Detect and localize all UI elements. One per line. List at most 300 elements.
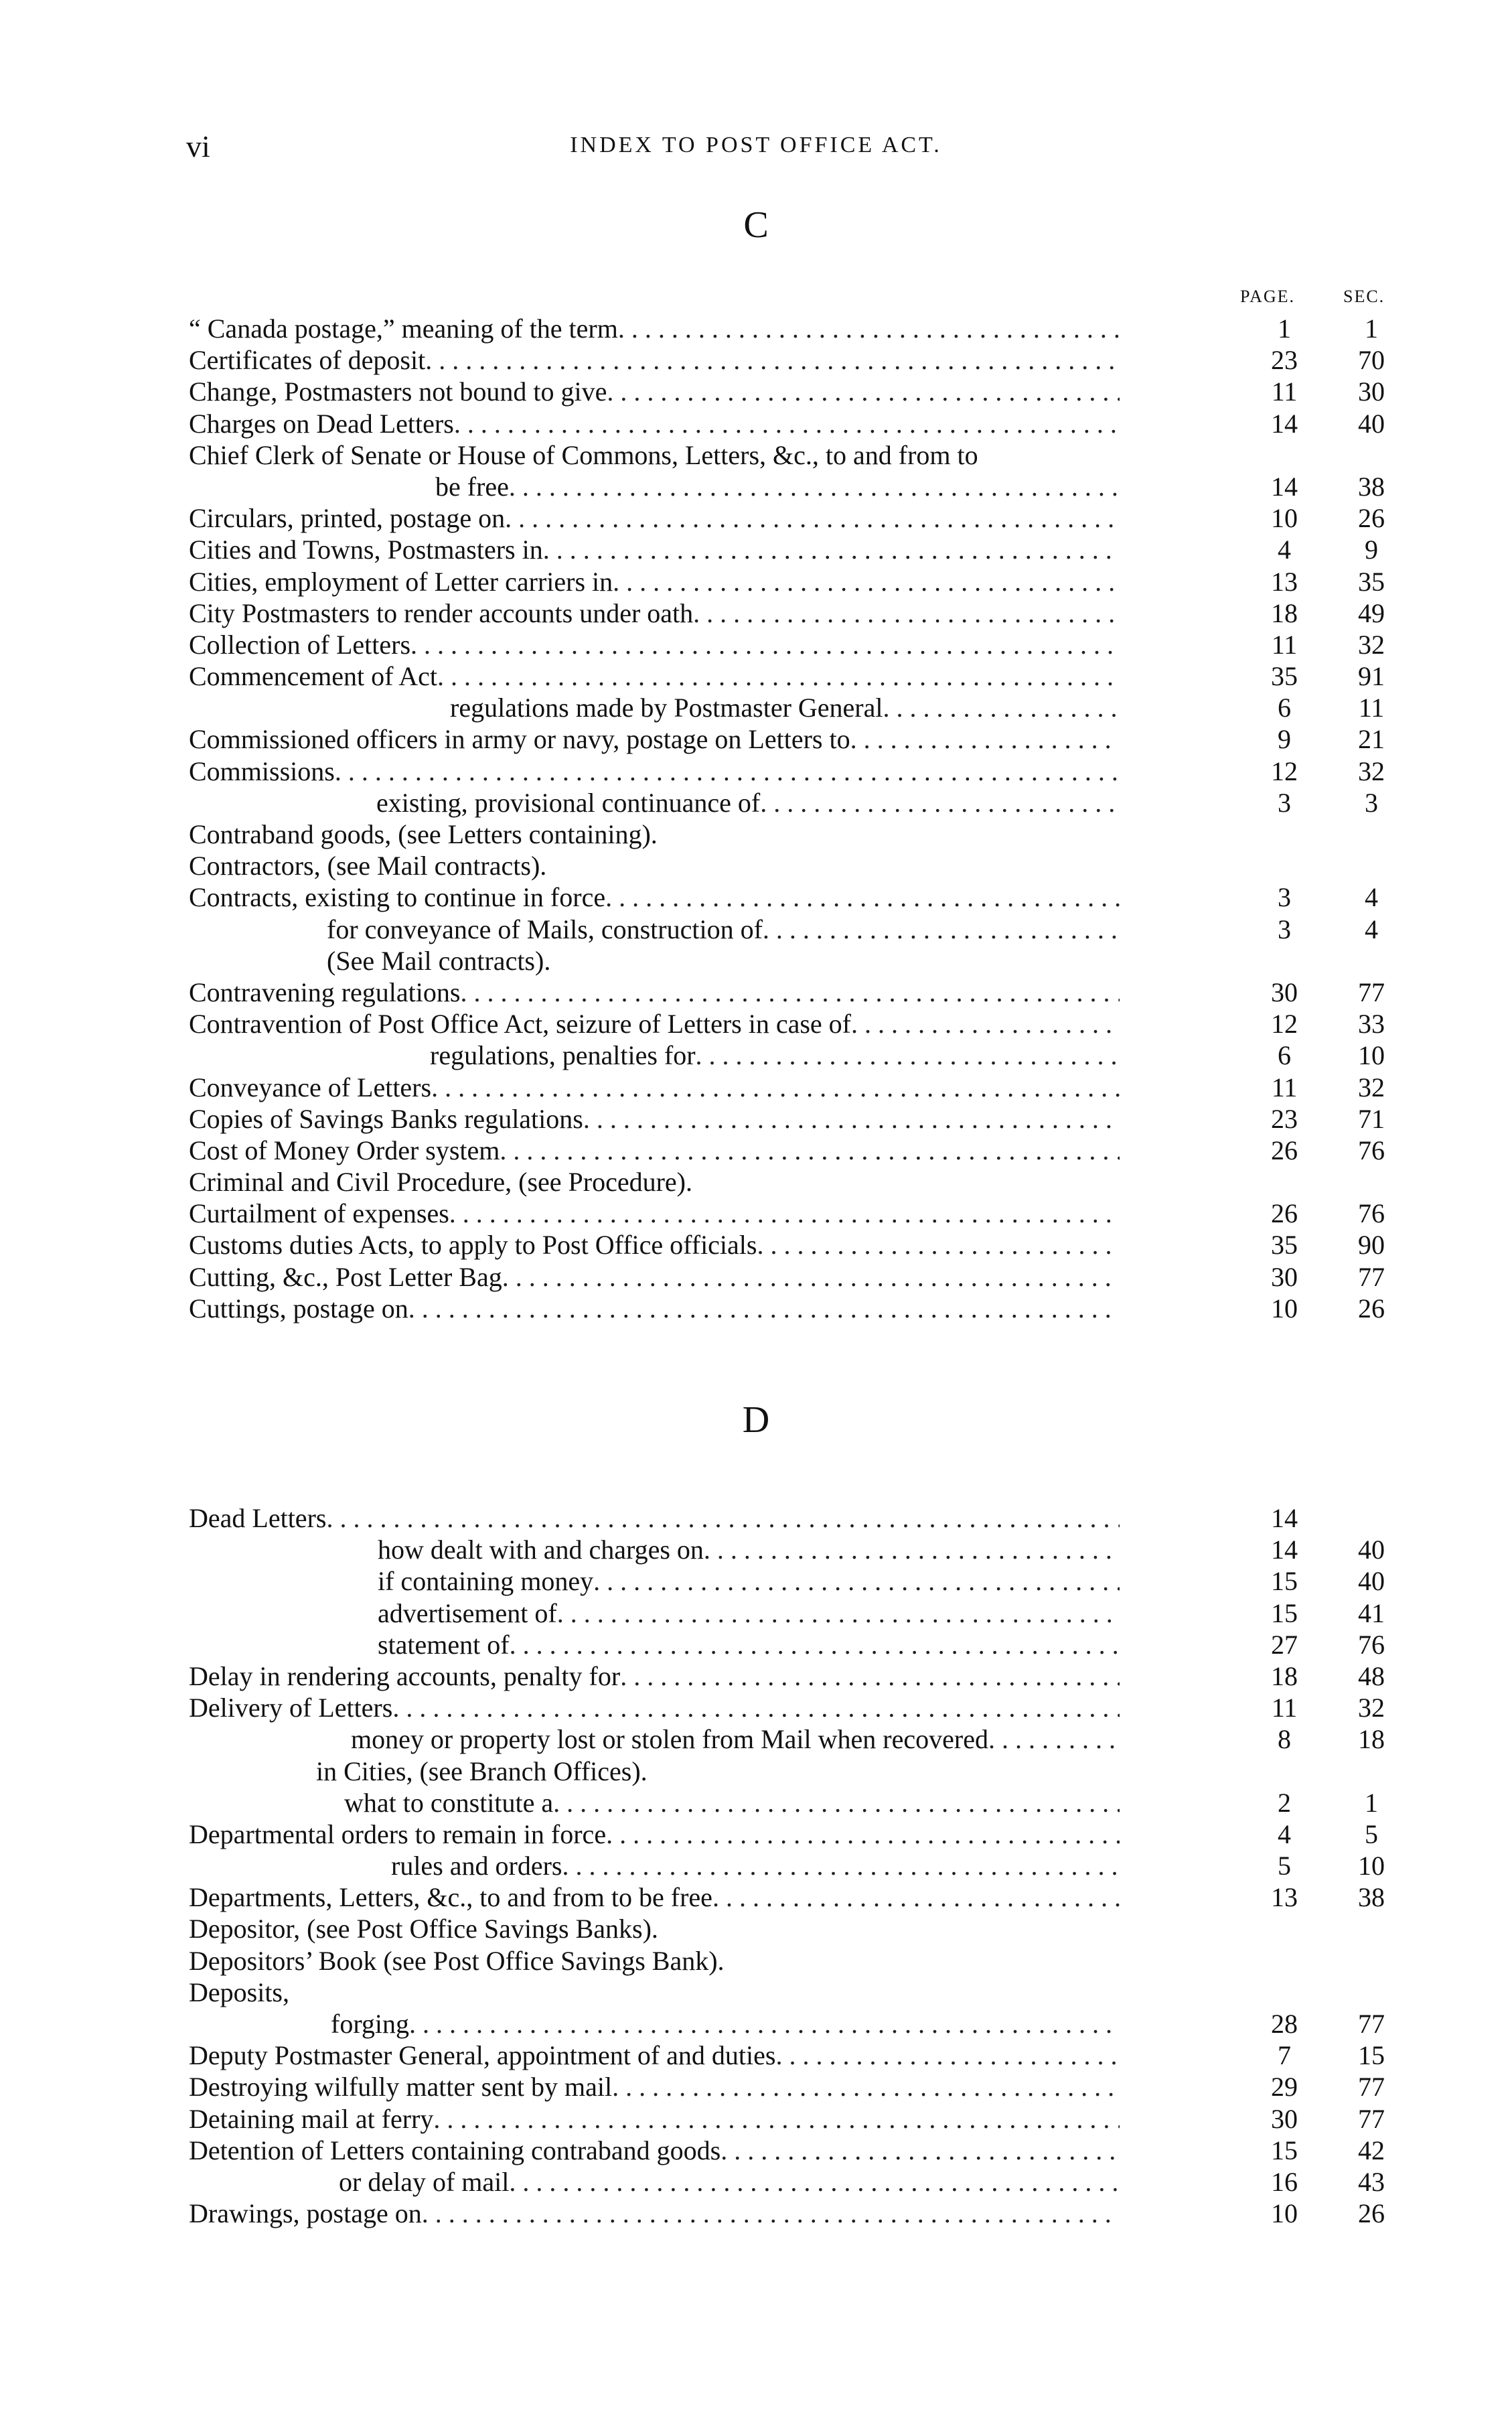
dot-leader [613, 566, 1120, 597]
entry-section: 26 [1358, 2198, 1385, 2229]
entry-label: Delay in rendering accounts, penalty for [189, 1660, 621, 1691]
entry-page: 26 [1271, 1198, 1298, 1229]
entry-label: for conveyance of Mails, construction of [327, 914, 763, 944]
entry-text-wrap [327, 914, 1120, 945]
entry-label: Cuttings, postage on [189, 1293, 408, 1324]
entry-text-wrap [189, 1072, 1120, 1103]
dot-leader [620, 1660, 1120, 1692]
entry-label: “ Canada postage,” meaning of the term [189, 313, 618, 344]
entry-text-wrap [189, 1945, 1120, 1977]
entry-page: 12 [1271, 756, 1298, 786]
entry-page: 23 [1271, 345, 1298, 376]
entry-section: 21 [1358, 724, 1385, 755]
entry-text-wrap [450, 692, 1120, 723]
entry-page: 4 [1278, 1819, 1291, 1849]
entry-section: 4 [1365, 914, 1378, 944]
entry-text-wrap [189, 629, 1120, 660]
entry-text-wrap [327, 945, 1120, 977]
section-letter: D [742, 1399, 770, 1441]
entry-text-wrap [189, 1008, 1120, 1040]
entry-section: 76 [1358, 1135, 1385, 1165]
dot-leader [500, 1135, 1120, 1166]
entry-text-wrap [189, 313, 1120, 344]
dot-leader [410, 629, 1120, 660]
entry-page: 23 [1271, 1103, 1298, 1134]
index-entry [189, 2135, 1408, 2166]
entry-label: Contraband goods, (see Letters containing). [189, 819, 658, 849]
dot-leader [437, 660, 1120, 692]
entry-text-wrap [189, 660, 1120, 692]
entry-section: 10 [1358, 1040, 1385, 1071]
entry-text-wrap [189, 1198, 1120, 1229]
entry-page: 3 [1278, 787, 1291, 818]
entry-section: 26 [1358, 503, 1385, 534]
dot-leader [757, 1229, 1120, 1261]
index-entry [189, 2166, 1408, 2198]
index-entry [189, 1723, 1408, 1755]
entry-label: regulations, penalties for [430, 1040, 696, 1071]
dot-leader [557, 1597, 1120, 1629]
index-entry [189, 344, 1408, 376]
index-entry [189, 850, 1408, 881]
entry-text-wrap [189, 1103, 1120, 1135]
dot-leader [509, 471, 1120, 502]
entry-text-wrap [189, 1261, 1120, 1293]
entry-text-wrap [189, 1166, 1120, 1198]
entry-section: 71 [1358, 1103, 1385, 1134]
section-d-entries [189, 1502, 1408, 2229]
entry-page: 14 [1271, 471, 1298, 502]
dot-leader [883, 692, 1120, 723]
index-entry [189, 1198, 1408, 1229]
entry-text-wrap [189, 439, 1120, 471]
entry-label: Collection of Letters [189, 629, 411, 660]
index-entry [189, 1040, 1408, 1071]
entry-text-wrap [189, 756, 1120, 787]
dot-leader [392, 1692, 1120, 1723]
entry-label: Customs duties Acts, to apply to Post Office officials [189, 1230, 757, 1261]
entry-page: 10 [1271, 1293, 1298, 1324]
entry-section: 32 [1358, 629, 1385, 660]
entry-page: 15 [1271, 1566, 1298, 1597]
dot-leader [408, 1293, 1120, 1324]
index-entry [189, 1229, 1408, 1261]
index-entry [189, 313, 1408, 344]
dot-leader [326, 1502, 1120, 1534]
entry-section: 18 [1358, 1724, 1385, 1755]
entry-page: 27 [1271, 1629, 1298, 1660]
entry-section: 90 [1358, 1230, 1385, 1261]
entry-label: Contractors, (see Mail contracts). [189, 851, 547, 881]
entry-text-wrap [189, 2103, 1120, 2135]
entry-section: 15 [1358, 2040, 1385, 2071]
entry-label: Departments, Letters, &c., to and from to be free [189, 1882, 712, 1913]
entry-text-wrap [189, 502, 1120, 534]
index-entry [189, 1913, 1408, 1944]
entry-label: or delay of mail [339, 2166, 510, 2197]
index-entry [189, 534, 1408, 565]
entry-page: 11 [1271, 376, 1298, 407]
entry-section: 42 [1358, 2135, 1385, 2165]
entry-section: 77 [1358, 2072, 1385, 2102]
index-entry [189, 1166, 1408, 1198]
entry-page: 26 [1271, 1135, 1298, 1165]
entry-label: Copies of Savings Banks regulations [189, 1103, 583, 1134]
index-entry [189, 1534, 1408, 1565]
entry-text-wrap [391, 1850, 1120, 1881]
entry-text-wrap [344, 1787, 1120, 1819]
entry-text-wrap [189, 723, 1120, 755]
entry-page: 35 [1271, 661, 1298, 692]
entry-text-wrap [189, 1502, 1120, 1534]
entry-section: 77 [1358, 977, 1385, 1007]
index-entry [189, 629, 1408, 660]
entry-page: 18 [1271, 597, 1298, 628]
dot-leader [606, 1819, 1120, 1850]
entry-section: 70 [1358, 345, 1385, 376]
entry-page: 6 [1278, 693, 1291, 723]
entry-page: 18 [1271, 1660, 1298, 1691]
entry-label: how dealt with and charges on [378, 1535, 704, 1565]
entry-page: 12 [1271, 1009, 1298, 1040]
entry-section: 3 [1365, 787, 1378, 818]
index-entry [189, 692, 1408, 723]
entry-text-wrap [378, 1534, 1120, 1565]
entry-text-wrap [189, 1293, 1120, 1324]
index-entry [189, 977, 1408, 1008]
index-entry [189, 1692, 1408, 1723]
index-entry [189, 597, 1408, 629]
entry-label: Circulars, printed, postage on [189, 503, 506, 534]
entry-section: 76 [1358, 1629, 1385, 1660]
entry-page: 2 [1278, 1787, 1291, 1818]
index-entry [189, 1597, 1408, 1629]
entry-label: Contravention of Post Office Act, seizure of Letters in case of [189, 1009, 851, 1040]
page-folio: vi [186, 129, 210, 163]
entry-text-wrap [189, 408, 1120, 439]
dot-leader [612, 2071, 1120, 2102]
dot-leader [509, 2166, 1120, 2198]
entry-text-wrap [189, 881, 1120, 913]
index-entry [189, 660, 1408, 692]
entry-label: Conveyance of Letters [189, 1072, 432, 1102]
entry-text-wrap [435, 471, 1120, 502]
entry-section: 40 [1358, 1535, 1385, 1565]
index-entry [189, 756, 1408, 787]
index-entry [189, 2008, 1408, 2040]
entry-text-wrap [189, 2071, 1120, 2102]
entry-page: 3 [1278, 914, 1291, 944]
entry-label: rules and orders [391, 1851, 562, 1881]
entry-label: regulations made by Postmaster General [450, 693, 883, 723]
index-entry [189, 1787, 1408, 1819]
entry-label: Certificates of deposit [189, 345, 426, 376]
section-letter: C [743, 204, 769, 246]
index-entry [189, 881, 1408, 913]
entry-page: 10 [1271, 2198, 1298, 2229]
dot-leader [510, 1629, 1120, 1660]
entry-section: 33 [1358, 1009, 1385, 1040]
entry-section: 40 [1358, 1566, 1385, 1597]
entry-label: City Postmasters to render accounts under oath [189, 597, 694, 628]
entry-label: if containing money [378, 1566, 594, 1597]
entry-page: 14 [1271, 408, 1298, 439]
index-entry [189, 1135, 1408, 1166]
entry-label: be free [435, 471, 509, 502]
index-entry [189, 376, 1408, 407]
entry-text-wrap [189, 2040, 1120, 2071]
entry-label: statement of [378, 1629, 510, 1660]
index-entry [189, 1565, 1408, 1597]
dot-leader [425, 344, 1120, 376]
dot-leader [502, 1261, 1120, 1293]
entry-label: Detaining mail at ferry [189, 2103, 434, 2134]
index-entry [189, 408, 1408, 439]
entry-text-wrap [189, 2198, 1120, 2229]
entry-page: 9 [1278, 724, 1291, 755]
index-entry [189, 1756, 1408, 1787]
entry-page: 28 [1271, 2009, 1298, 2039]
dot-leader [693, 597, 1120, 629]
index-entry [189, 1261, 1408, 1293]
entry-text-wrap [189, 850, 1120, 881]
entry-page: 11 [1271, 1072, 1298, 1102]
entry-section: 91 [1358, 661, 1385, 692]
index-entry [189, 723, 1408, 755]
entry-page: 29 [1271, 2072, 1298, 2102]
entry-label: money or property lost or stolen from Mail when recovered [351, 1724, 988, 1755]
entry-section: 32 [1358, 1693, 1385, 1723]
entry-label: Drawings, postage on [189, 2198, 422, 2229]
index-entry [189, 1293, 1408, 1324]
entry-page: 35 [1271, 1230, 1298, 1261]
dot-leader [460, 977, 1120, 1008]
entry-text-wrap [189, 534, 1120, 565]
index-entry [189, 2071, 1408, 2102]
page-title: INDEX TO POST OFFICE ACT. [570, 133, 942, 157]
entry-label: Criminal and Civil Procedure, (see Procedure). [189, 1167, 692, 1198]
entry-label: Change, Postmasters not bound to give [189, 376, 607, 407]
entry-page: 30 [1271, 977, 1298, 1007]
dot-leader [431, 1072, 1120, 1103]
entry-text-wrap [331, 2008, 1120, 2040]
index-entry [189, 1881, 1408, 1913]
entry-label: Curtailment of expenses [189, 1198, 449, 1229]
entry-page: 13 [1271, 1882, 1298, 1913]
entry-label: Cities, employment of Letter carriers in [189, 566, 613, 597]
entry-label: Delivery of Letters [189, 1693, 393, 1723]
entry-text-wrap [189, 1977, 1120, 2008]
entry-label: existing, provisional continuance of [376, 787, 761, 818]
entry-label: forging [331, 2009, 410, 2039]
entry-text-wrap [189, 1881, 1120, 1913]
dot-leader [505, 502, 1120, 534]
index-entry [189, 2103, 1408, 2135]
index-entry [189, 1850, 1408, 1881]
entry-section: 38 [1358, 1882, 1385, 1913]
dot-leader [422, 2198, 1120, 2229]
index-entry [189, 502, 1408, 534]
entry-page: 7 [1278, 2040, 1291, 2071]
index-entry [189, 1502, 1408, 1534]
index-entry [189, 566, 1408, 597]
entry-text-wrap [378, 1629, 1120, 1660]
index-entry [189, 1977, 1408, 2008]
entry-text-wrap [189, 1135, 1120, 1166]
dot-leader [696, 1040, 1120, 1071]
entry-text-wrap [189, 2135, 1120, 2166]
index-entry [189, 945, 1408, 977]
dot-leader [721, 2135, 1120, 2166]
entry-text-wrap [430, 1040, 1120, 1071]
entry-section: 32 [1358, 1072, 1385, 1102]
dot-leader [409, 2008, 1120, 2040]
index-entry [189, 914, 1408, 945]
index-entry [189, 787, 1408, 818]
dot-leader [449, 1198, 1120, 1229]
entry-text-wrap [189, 566, 1120, 597]
entry-section: 76 [1358, 1198, 1385, 1229]
dot-leader [605, 881, 1120, 913]
dot-leader [775, 2040, 1120, 2071]
entry-section: 77 [1358, 2103, 1385, 2134]
entry-page: 3 [1278, 882, 1291, 913]
entry-page: 5 [1278, 1851, 1291, 1881]
entry-label: Cutting, &c., Post Letter Bag [189, 1261, 502, 1292]
entry-section: 1 [1365, 1787, 1378, 1818]
entry-label: Cities and Towns, Postmasters in [189, 534, 543, 565]
entry-text-wrap [189, 977, 1120, 1008]
entry-page: 14 [1271, 1503, 1298, 1533]
entry-page: 11 [1271, 1693, 1298, 1723]
entry-page: 15 [1271, 1597, 1298, 1628]
dot-leader [543, 534, 1120, 565]
entry-label: Contravening regulations [189, 977, 461, 1007]
entry-label: Detention of Letters containing contraband goods [189, 2135, 721, 2165]
entry-section: 40 [1358, 408, 1385, 439]
dot-leader [988, 1723, 1120, 1755]
dot-leader [618, 313, 1120, 344]
entry-text-wrap [189, 344, 1120, 376]
dot-leader [335, 756, 1120, 787]
index-entry [189, 1103, 1408, 1135]
entry-label: Chief Clerk of Senate or House of Commons, Letters, &c., to and from to [189, 439, 978, 470]
entry-section: 49 [1358, 597, 1385, 628]
dot-leader [607, 376, 1120, 407]
entry-label: Deposits, [189, 1977, 289, 2007]
section-c-entries [189, 313, 1408, 1324]
entry-section: 30 [1358, 376, 1385, 407]
entry-text-wrap [189, 1913, 1120, 1944]
entry-text-wrap [189, 1692, 1120, 1723]
entry-section: 77 [1358, 1261, 1385, 1292]
entry-text-wrap [351, 1723, 1120, 1755]
entry-section: 38 [1358, 471, 1385, 502]
entry-page: 14 [1271, 1535, 1298, 1565]
entry-section: 48 [1358, 1660, 1385, 1691]
entry-section: 35 [1358, 566, 1385, 597]
running-head [0, 129, 1512, 169]
index-entry [189, 471, 1408, 502]
index-entry [189, 1660, 1408, 1692]
entry-page: 30 [1271, 2103, 1298, 2134]
entry-page: 15 [1271, 2135, 1298, 2165]
entry-section: 1 [1365, 313, 1378, 344]
entry-label: Commissions [189, 756, 335, 786]
entry-text-wrap [189, 1229, 1120, 1261]
entry-label: what to constitute a [344, 1787, 554, 1818]
entry-label: Destroying wilfully matter sent by mail [189, 2072, 613, 2102]
sec-column-header: SEC. [1343, 287, 1385, 306]
entry-section: 5 [1365, 1819, 1378, 1849]
entry-page: 4 [1278, 534, 1291, 565]
entry-page: 6 [1278, 1040, 1291, 1071]
dot-leader [433, 2103, 1120, 2135]
entry-section: 10 [1358, 1851, 1385, 1881]
dot-leader [850, 723, 1120, 755]
entry-label: Contracts, existing to continue in force [189, 882, 606, 913]
entry-section: 9 [1365, 534, 1378, 565]
index-entry [189, 2198, 1408, 2229]
entry-page: 11 [1271, 629, 1298, 660]
entry-text-wrap [339, 2166, 1120, 2198]
entry-page: 16 [1271, 2166, 1298, 2197]
entry-text-wrap [189, 1660, 1120, 1692]
entry-page: 13 [1271, 566, 1298, 597]
entry-page: 1 [1278, 313, 1291, 344]
index-entry [189, 2040, 1408, 2071]
entry-label: Cost of Money Order system [189, 1135, 500, 1165]
index-entry [189, 1072, 1408, 1103]
section-c [0, 198, 1512, 252]
index-entry [189, 1629, 1408, 1660]
entry-label: Depositors’ Book (see Post Office Savings Bank). [189, 1945, 725, 1976]
index-entry [189, 818, 1408, 850]
entry-text-wrap [378, 1597, 1120, 1629]
index-entry [189, 1008, 1408, 1040]
entry-text-wrap [189, 818, 1120, 850]
entry-page: 30 [1271, 1261, 1298, 1292]
index-entry [189, 1819, 1408, 1850]
dot-leader [583, 1103, 1120, 1135]
entry-text-wrap [376, 787, 1120, 818]
entry-page: 10 [1271, 503, 1298, 534]
index-entry [189, 439, 1408, 471]
dot-leader [593, 1565, 1120, 1597]
entry-text-wrap [316, 1756, 1120, 1787]
entry-label: Charges on Dead Letters [189, 408, 454, 439]
entry-label: Commencement of Act [189, 661, 438, 692]
entry-label: Dead Letters [189, 1503, 327, 1533]
entry-label: Depositor, (see Post Office Savings Banks). [189, 1914, 658, 1944]
entry-label: in Cities, (see Branch Offices). [316, 1756, 648, 1786]
entry-label: Departmental orders to remain in force [189, 1819, 607, 1849]
dot-leader [454, 408, 1120, 439]
dot-leader [760, 787, 1120, 818]
dot-leader [553, 1787, 1120, 1819]
entry-text-wrap [378, 1565, 1120, 1597]
page-column-header: PAGE. [1240, 287, 1296, 306]
entry-section: 43 [1358, 2166, 1385, 2197]
entry-label: Commissioned officers in army or navy, postage on Letters to [189, 724, 850, 755]
entry-section: 11 [1358, 693, 1385, 723]
entry-text-wrap [189, 376, 1120, 407]
entry-page: 8 [1278, 1724, 1291, 1755]
index-entry [189, 1945, 1408, 1977]
dot-leader [562, 1850, 1120, 1881]
entry-text-wrap [189, 597, 1120, 629]
entry-section: 4 [1365, 882, 1378, 913]
